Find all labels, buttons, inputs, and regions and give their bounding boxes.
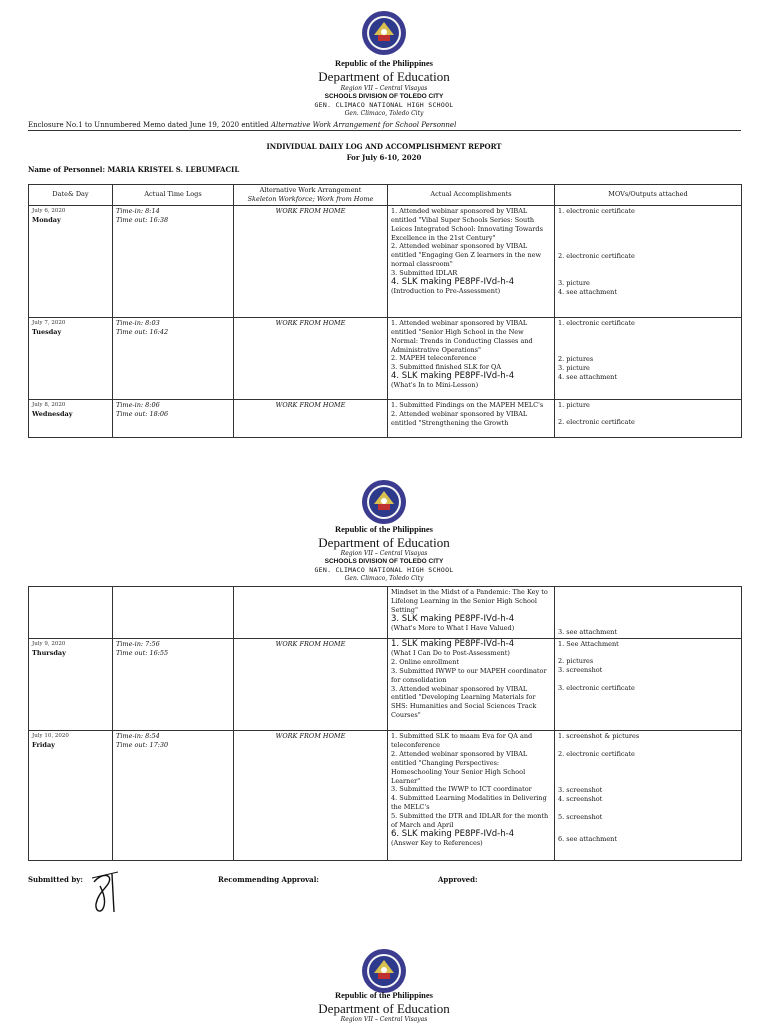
arrangement-cell: WORK FROM HOME: [234, 639, 388, 731]
table-row: [29, 317, 742, 399]
time-cell: [113, 639, 234, 731]
personnel-name: MARIA KRISTEL S. LEBUMFACIL: [107, 165, 240, 174]
day-text: Friday: [32, 740, 55, 749]
mov-item: 1. See Attachment: [558, 640, 619, 648]
accomplishment-item: (What's In to Mini-Lesson): [391, 381, 479, 390]
accomplishment-item: (Answer Key to References): [391, 838, 483, 847]
time-out: Time out: 18:06: [116, 409, 169, 418]
accomplishment-item: 2. Attended webinar sponsored by VIBAL entitled "Engaging Gen Z learners in the new normal classroom": [391, 242, 542, 269]
region-text: Region VII – Central Visayas: [340, 550, 428, 557]
accomplishments-cell: [388, 205, 555, 317]
deped-seal-icon: [361, 10, 407, 56]
mov-item: 3. electronic certificate: [558, 683, 635, 692]
mov-item: 1. picture: [558, 400, 590, 409]
movs-cell: [555, 731, 742, 861]
report-period: For July 6-10, 2020: [346, 153, 422, 162]
enclosure-prefix: Enclosure No.1 to Unnumbered Memo dated June 19, 2020 entitled: [28, 121, 271, 129]
region-text: Region VII – Central Visayas: [340, 85, 428, 92]
accomplishment-item: 3. Submitted finished SLK for QA: [391, 363, 502, 372]
accomplishment-item: 3. Attended webinar sponsored by VIBAL entitled "Developing Learning Materials for SHS: Humanities and Social Sciences Track Courses": [391, 684, 537, 720]
date-cell: [29, 731, 113, 861]
accomplishments-cell: [388, 317, 555, 399]
accomplishment-item: 1. Attended webinar sponsored by VIBAL entitled "Senior High School in the New Normal: Trends in Conducting Classes and Administrative Operations": [391, 318, 533, 354]
accomplishment-item: 2. MAPEH teleconference: [391, 354, 477, 363]
mov-item: 2. electronic certificate: [558, 251, 635, 260]
mov-item: 4. screenshot: [558, 794, 603, 803]
enclosure-note: [28, 121, 456, 129]
region-text: Region VII – Central Visayas: [340, 1016, 428, 1023]
accomplishment-item: 1. SLK making PE8PF-IVd-h-4: [391, 639, 515, 649]
time-in: Time-in: 8:06: [116, 400, 160, 409]
enclosure-title: Alternative Work Arrangement for School Personnel: [270, 121, 457, 129]
arrangement-cell: WORK FROM HOME: [234, 399, 388, 437]
mov-item: 5. screenshot: [558, 812, 603, 821]
time-out: Time out: 16:42: [116, 327, 169, 336]
accomplishment-item: 4. SLK making PE8PF-IVd-h-4: [391, 277, 515, 288]
mov-item: 3. picture: [558, 363, 590, 372]
personnel-line: [28, 165, 239, 174]
mov-item: 4. see attachment: [558, 287, 617, 296]
accomplishments-cell: [388, 587, 555, 639]
division-text: SCHOOLS DIVISION OF TOLEDO CITY: [324, 558, 444, 565]
date-cell: [29, 317, 113, 399]
mov-item: 3. screenshot: [558, 665, 603, 674]
mov-item: 2. pictures: [558, 354, 594, 363]
col-time: Actual Time Logs: [113, 185, 234, 206]
day-text: Monday: [32, 215, 61, 224]
time-cell: [113, 587, 234, 639]
arrangement-cell: WORK FROM HOME: [234, 205, 388, 317]
accomplishment-item: (What I Can Do to Post-Assessment): [391, 648, 510, 657]
time-cell: [113, 399, 234, 437]
col-awa-label: Alternative Work Arrangement: [259, 186, 362, 194]
school-address: Gen. Climaco, Toledo City: [344, 575, 424, 582]
department-heading: Department of Education: [318, 1001, 450, 1016]
accomplishment-item: (Introduction to Pre-Assessment): [391, 286, 501, 295]
accomplishment-item: 2. Online enrollment: [391, 657, 460, 666]
accomplishment-item: 2. Attended webinar sponsored by VIBAL entitled "Changing Perspectives: Homeschooling Your Senior High School Learner": [391, 749, 528, 785]
time-cell: [113, 731, 234, 861]
accomplishments-cell: [388, 639, 555, 731]
movs-cell: [555, 205, 742, 317]
mov-item: 1. screenshot & pictures: [558, 732, 640, 740]
time-cell: [113, 205, 234, 317]
date-cell: [29, 399, 113, 437]
school-name: GEN. CLIMACO NATIONAL HIGH SCHOOL: [314, 566, 454, 574]
accomplishment-item: 2. Attended webinar sponsored by VIBAL entitled "Strengthening the Growth: [391, 409, 528, 427]
accomplishments-cell: [388, 731, 555, 861]
accomplishment-item: (What's More to What I Have Valued): [391, 623, 515, 632]
accomplishment-item: 3. Submitted IWWP to our MAPEH coordinator for consolidation: [391, 666, 547, 684]
accomplishment-item: 5. Submitted the DTR and IDLAR for the month of March and April: [391, 812, 549, 830]
republic-heading: Republic of the Philippines: [334, 58, 433, 68]
republic-heading: Republic of the Philippines: [334, 524, 433, 534]
date-cell: [29, 205, 113, 317]
accomplishment-item: 1. Submitted Findings on the MAPEH MELC's: [391, 400, 544, 409]
accomplishment-item: 4. Submitted Learning Modalities in Delivering the MELC's: [391, 794, 547, 812]
accomplishment-item: 3. SLK making PE8PF-IVd-h-4: [391, 613, 515, 624]
col-awa-sub: Skeleton Workforce; Work from Home: [247, 194, 374, 203]
accomplishment-item: 1. Attended webinar sponsored by VIBAL entitled "Vibal Super Schools Series: South Leices Integrated School: Innovating Towards Excellence in the 21st Century": [391, 206, 543, 242]
time-in: Time-in: 7:56: [116, 640, 160, 648]
date-cell: [29, 587, 113, 639]
divider: [28, 130, 741, 131]
date-text: July 9, 2020: [32, 641, 66, 647]
time-out: Time out: 16:38: [116, 215, 169, 224]
deped-seal-icon: [361, 479, 407, 525]
movs-cell: [555, 639, 742, 731]
school-address: Gen. Climaco, Toledo City: [344, 110, 424, 117]
date-text: July 10, 2020: [32, 733, 69, 739]
col-movs: MOVs/Outputs attached: [555, 185, 742, 206]
movs-cell: [555, 587, 742, 639]
mov-item: 2. electronic certificate: [558, 417, 635, 426]
department-heading: Department of Education: [318, 69, 450, 84]
time-in: Time-in: 8:14: [116, 206, 160, 215]
mov-item: 3. picture: [558, 278, 590, 287]
accomplishment-item: 4. SLK making PE8PF-IVd-h-4: [391, 371, 515, 382]
table-row: [29, 205, 742, 317]
recommending-approval-label: Recommending Approval:: [218, 875, 319, 884]
col-arrangement: [234, 185, 388, 206]
time-in: Time-in: 8:54: [116, 732, 160, 740]
mov-item: 6. see attachment: [558, 834, 617, 843]
date-cell: [29, 639, 113, 731]
arrangement-cell: WORK FROM HOME: [234, 317, 388, 399]
col-accomplishments: Actual Accomplishments: [388, 185, 555, 206]
deped-seal-icon: [361, 948, 407, 994]
day-text: Wednesday: [32, 409, 73, 418]
table-row: [29, 399, 742, 437]
submitted-by-label: Submitted by:: [28, 875, 83, 884]
day-text: Tuesday: [32, 327, 62, 336]
accomplishment-item: 1. Submitted SLK to maam Eva for QA and teleconference: [391, 732, 533, 749]
department-heading: Department of Education: [318, 535, 450, 550]
time-out: Time out: 17:30: [116, 740, 169, 749]
mov-item: 3. screenshot: [558, 786, 603, 794]
school-name: GEN. CLIMACO NATIONAL HIGH SCHOOL: [314, 101, 454, 109]
accomplishments-cell: [388, 399, 555, 437]
day-text: Thursday: [32, 648, 66, 657]
republic-heading: Republic of the Philippines: [334, 990, 433, 1000]
time-out: Time out: 16:55: [116, 648, 169, 657]
time-in: Time-in: 8:03: [116, 318, 160, 327]
division-text: SCHOOLS DIVISION OF TOLEDO CITY: [324, 93, 444, 100]
table-row: [29, 639, 742, 731]
table-row: [29, 587, 742, 639]
table-row: [29, 731, 742, 861]
time-cell: [113, 317, 234, 399]
date-text: July 6, 2020: [32, 207, 66, 214]
table-header-row: [29, 185, 742, 206]
approved-label: Approved:: [438, 875, 478, 884]
movs-cell: [555, 399, 742, 437]
date-text: July 7, 2020: [32, 319, 66, 326]
log-table-continued: [28, 586, 742, 861]
col-date: Date& Day: [29, 185, 113, 206]
mov-item: 2. pictures: [558, 657, 594, 665]
accomplishment-item: 3. Submitted the IWWP to ICT coordinator: [391, 785, 532, 794]
accomplishment-item: Mindset in the Midst of a Pandemic: The Key to Lifelong Learning in the Senior High School Setting": [391, 588, 548, 614]
date-text: July 8, 2020: [32, 401, 66, 408]
mov-item: 1. electronic certificate: [558, 318, 635, 327]
accomplishment-item: 3. Submitted IDLAR: [391, 269, 458, 278]
mov-item: 4. see attachment: [558, 372, 617, 381]
mov-item: 1. electronic certificate: [558, 206, 635, 215]
log-table: [28, 184, 742, 438]
movs-cell: [555, 317, 742, 399]
mov-item: 2. electronic certificate: [558, 750, 635, 758]
accomplishment-item: 6. SLK making PE8PF-IVd-h-4: [391, 828, 515, 839]
personnel-label: Name of Personnel:: [28, 165, 108, 174]
arrangement-cell: WORK FROM HOME: [234, 731, 388, 861]
mov-item: 3. see attachment: [558, 628, 617, 637]
report-title: INDIVIDUAL DAILY LOG AND ACCOMPLISHMENT REPORT: [266, 142, 502, 151]
arrangement-cell: [234, 587, 388, 639]
signature-icon: [88, 868, 128, 916]
